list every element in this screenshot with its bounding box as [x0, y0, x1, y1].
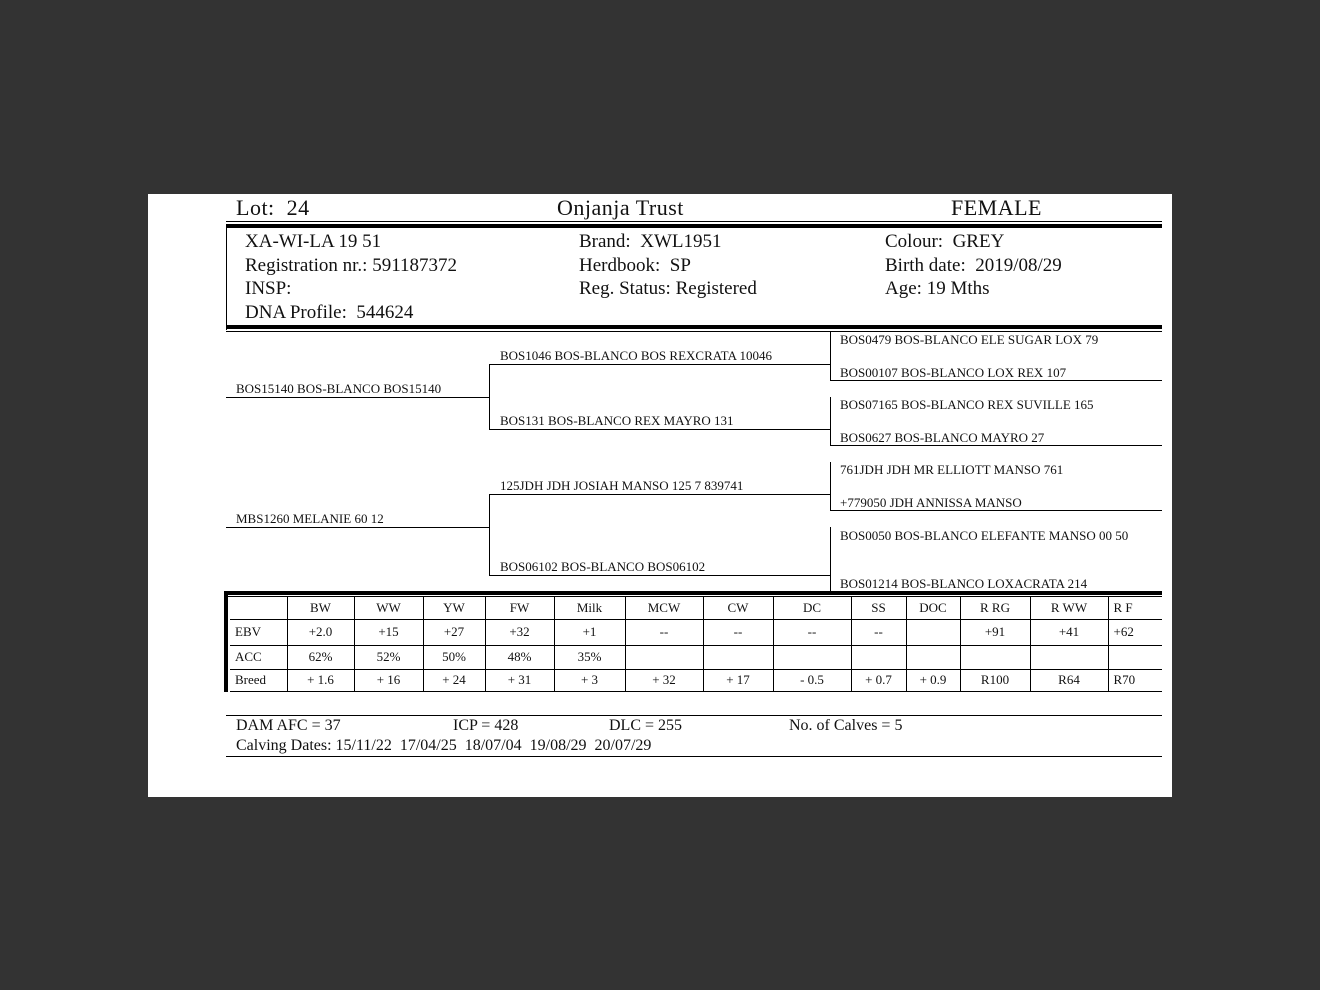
- sex-label: FEMALE: [951, 195, 1042, 220]
- pedigree-g3-7: BOS0050 BOS-BLANCO ELEFANTE MANSO 00 50: [840, 528, 1129, 543]
- ebv-table: [230, 597, 1162, 692]
- owner-name: Onjanja Trust: [557, 195, 684, 220]
- ebv-header-cell: Milk: [554, 597, 625, 619]
- sire-sire-line: [489, 364, 831, 365]
- brand-label: Brand:: [579, 231, 631, 252]
- ebv-cell: 62%: [287, 645, 354, 669]
- ebv-cell: + 1.6: [287, 669, 354, 691]
- ebv-header-cell: YW: [423, 597, 485, 619]
- dlc: DLC = 255: [609, 717, 683, 734]
- ebv-cell: +15: [354, 619, 423, 645]
- reg-status-value: Registered: [675, 278, 757, 299]
- herdbook-value: SP: [669, 255, 691, 276]
- ebv-row: [230, 645, 1162, 669]
- ebv-cell: + 0.9: [906, 669, 960, 691]
- calving-dates: [236, 737, 651, 755]
- pedigree-dam-dam: BOS06102 BOS-BLANCO BOS06102: [500, 559, 706, 574]
- info-rule-thick: [226, 325, 1162, 329]
- dam-sire-line: [489, 494, 831, 495]
- ebv-cell: [906, 619, 960, 645]
- dam-afc: DAM AFC = 37: [236, 717, 341, 734]
- ebv-cell: [1108, 645, 1162, 669]
- dam-dam-line: [489, 575, 831, 576]
- colour-value: GREY: [952, 231, 1005, 252]
- ebv-cell: [906, 645, 960, 669]
- pedigree-g3-3: BOS07165 BOS-BLANCO REX SUVILLE 165: [840, 397, 1094, 412]
- pedigree-g3-6: +779050 JDH ANNISSA MANSO: [840, 495, 1022, 510]
- calving-date: 20/07/29: [594, 737, 652, 754]
- ebv-header-cell: DC: [773, 597, 851, 619]
- icp: ICP = 428: [453, 717, 519, 734]
- sire-line: [226, 397, 490, 398]
- ebv-cell: --: [773, 619, 851, 645]
- pedigree-sire: BOS15140 BOS-BLANCO BOS15140: [236, 381, 442, 396]
- birth-value: 2019/08/29: [975, 255, 1062, 276]
- ebv-header-cell: WW: [354, 597, 423, 619]
- dna-value: 544624: [356, 302, 414, 323]
- ebv-cell: --: [625, 619, 703, 645]
- dam-line: [226, 527, 490, 528]
- ebv-header-cell: BW: [287, 597, 354, 619]
- colour-label: Colour:: [885, 231, 944, 252]
- ebv-header-row: [230, 597, 1162, 619]
- pedigree-g3-5: 761JDH JDH MR ELLIOTT MANSO 761: [840, 462, 1064, 477]
- ebv-cell: --: [703, 619, 773, 645]
- ebv-cell: + 0.7: [851, 669, 906, 691]
- dna-label: DNA Profile:: [245, 302, 347, 323]
- ebv-cell: + 31: [485, 669, 554, 691]
- pedigree-dam-sire: 125JDH JDH JOSIAH MANSO 125 7 839741: [500, 478, 744, 493]
- colour: [885, 231, 1004, 253]
- ebv-cell: + 17: [703, 669, 773, 691]
- g3-bracket-4a: [830, 527, 831, 591]
- ebv-cell: --: [851, 619, 906, 645]
- ebv-cell: +32: [485, 619, 554, 645]
- pedigree-sire-dam: BOS131 BOS-BLANCO REX MAYRO 131: [500, 413, 734, 428]
- lot-label: Lot:: [236, 195, 275, 220]
- ebv-cell: +62: [1108, 619, 1162, 645]
- insp-label: INSP:: [245, 278, 292, 299]
- ebv-header-cell: SS: [851, 597, 906, 619]
- ebv-cell: +2.0: [287, 619, 354, 645]
- lot-number: 24: [286, 195, 310, 220]
- ebv-cell: [1030, 645, 1108, 669]
- lot-heading: [236, 195, 310, 221]
- ebv-cell: [960, 645, 1030, 669]
- calving-date: 15/11/22: [335, 737, 392, 754]
- ebv-cell: [703, 645, 773, 669]
- ebv-cell: R100: [960, 669, 1030, 691]
- pedigree-g3-8: BOS01214 BOS-BLANCO LOXACRATA 214: [840, 576, 1088, 591]
- pedigree-g3-4: BOS0627 BOS-BLANCO MAYRO 27: [840, 430, 1045, 445]
- number-of-calves: No. of Calves = 5: [789, 717, 903, 734]
- g3-bracket-1a: [830, 332, 831, 380]
- pedigree-dam: MBS1260 MELANIE 60 12: [236, 511, 384, 526]
- ebv-row-label: ACC: [230, 645, 287, 669]
- ebv-header-cell: FW: [485, 597, 554, 619]
- pedigree-g3-1: BOS0479 BOS-BLANCO ELE SUGAR LOX 79: [840, 332, 1099, 347]
- ebv-cell: [625, 645, 703, 669]
- ebv-row-label: EBV: [230, 619, 287, 645]
- registration-value: 591187372: [372, 255, 457, 276]
- age-value: 19 Mths: [926, 278, 990, 299]
- age: [885, 278, 990, 300]
- g3-line-2: [830, 380, 1162, 381]
- dam-bracket: [489, 494, 490, 576]
- g3-bracket-2a: [830, 397, 831, 445]
- ebv-cell: 52%: [354, 645, 423, 669]
- ebv-header-cell: R WW: [1030, 597, 1108, 619]
- birth-label: Birth date:: [885, 255, 966, 276]
- ebv-cell: 48%: [485, 645, 554, 669]
- table-left-border: [224, 591, 228, 692]
- ebv-header-cell: CW: [703, 597, 773, 619]
- header-rule-thick: [226, 224, 1162, 228]
- ebv-cell: [773, 645, 851, 669]
- pedigree-g3-2: BOS00107 BOS-BLANCO LOX REX 107: [840, 365, 1067, 380]
- stats-rule-top: [226, 715, 1162, 716]
- ebv-header-cell: R F: [1108, 597, 1162, 619]
- ebv-cell: R70: [1108, 669, 1162, 691]
- ebv-grid: [230, 597, 1162, 692]
- ebv-header-cell: R RG: [960, 597, 1030, 619]
- ebv-row: [230, 619, 1162, 645]
- g3-bracket-3a: [830, 462, 831, 510]
- brand-value: XWL1951: [640, 231, 722, 252]
- registration-number: [245, 255, 457, 277]
- g3-line-4: [830, 445, 1162, 446]
- ebv-cell: +1: [554, 619, 625, 645]
- ebv-cell: +91: [960, 619, 1030, 645]
- table-rule-thick: [224, 591, 1162, 595]
- ebv-cell: + 16: [354, 669, 423, 691]
- g3-line-6: [830, 510, 1162, 511]
- ebv-cell: +27: [423, 619, 485, 645]
- calving-date: 19/08/29: [529, 737, 587, 754]
- ebv-cell: + 24: [423, 669, 485, 691]
- stats-rule-bottom: [226, 756, 1162, 757]
- info-left-border: [226, 228, 227, 330]
- pedigree-sire-sire: BOS1046 BOS-BLANCO BOS REXCRATA 10046: [500, 348, 773, 363]
- ebv-header-cell: DOC: [906, 597, 960, 619]
- sire-dam-line: [489, 429, 831, 430]
- calving-date: 17/04/25: [399, 737, 457, 754]
- dna-profile: [245, 302, 413, 324]
- ebv-cell: +41: [1030, 619, 1108, 645]
- ebv-cell: R64: [1030, 669, 1108, 691]
- ebv-header-cell: [230, 597, 287, 619]
- ebv-header-cell: MCW: [625, 597, 703, 619]
- pedigree-sheet: [148, 194, 1172, 797]
- reg-status: [579, 278, 757, 300]
- ebv-cell: 50%: [423, 645, 485, 669]
- sire-bracket: [489, 364, 490, 430]
- ebv-row-label: Breed: [230, 669, 287, 691]
- calving-date: 18/07/04: [464, 737, 522, 754]
- ebv-cell: + 32: [625, 669, 703, 691]
- header-rule-thin: [226, 221, 1162, 222]
- ebv-cell: - 0.5: [773, 669, 851, 691]
- herdbook-label: Herdbook:: [579, 255, 661, 276]
- registration-label: Registration nr.:: [245, 255, 368, 276]
- brand: [579, 231, 721, 253]
- ebv-cell: [851, 645, 906, 669]
- reg-status-label: Reg. Status:: [579, 278, 671, 299]
- ebv-cell: + 3: [554, 669, 625, 691]
- birth-date: [885, 255, 1062, 277]
- herdbook: [579, 255, 691, 277]
- ebv-cell: 35%: [554, 645, 625, 669]
- age-label: Age:: [885, 278, 922, 299]
- ebv-row: [230, 669, 1162, 691]
- animal-id: XA-WI-LA 19 51: [245, 231, 382, 252]
- calving-dates-label: Calving Dates:: [236, 737, 332, 754]
